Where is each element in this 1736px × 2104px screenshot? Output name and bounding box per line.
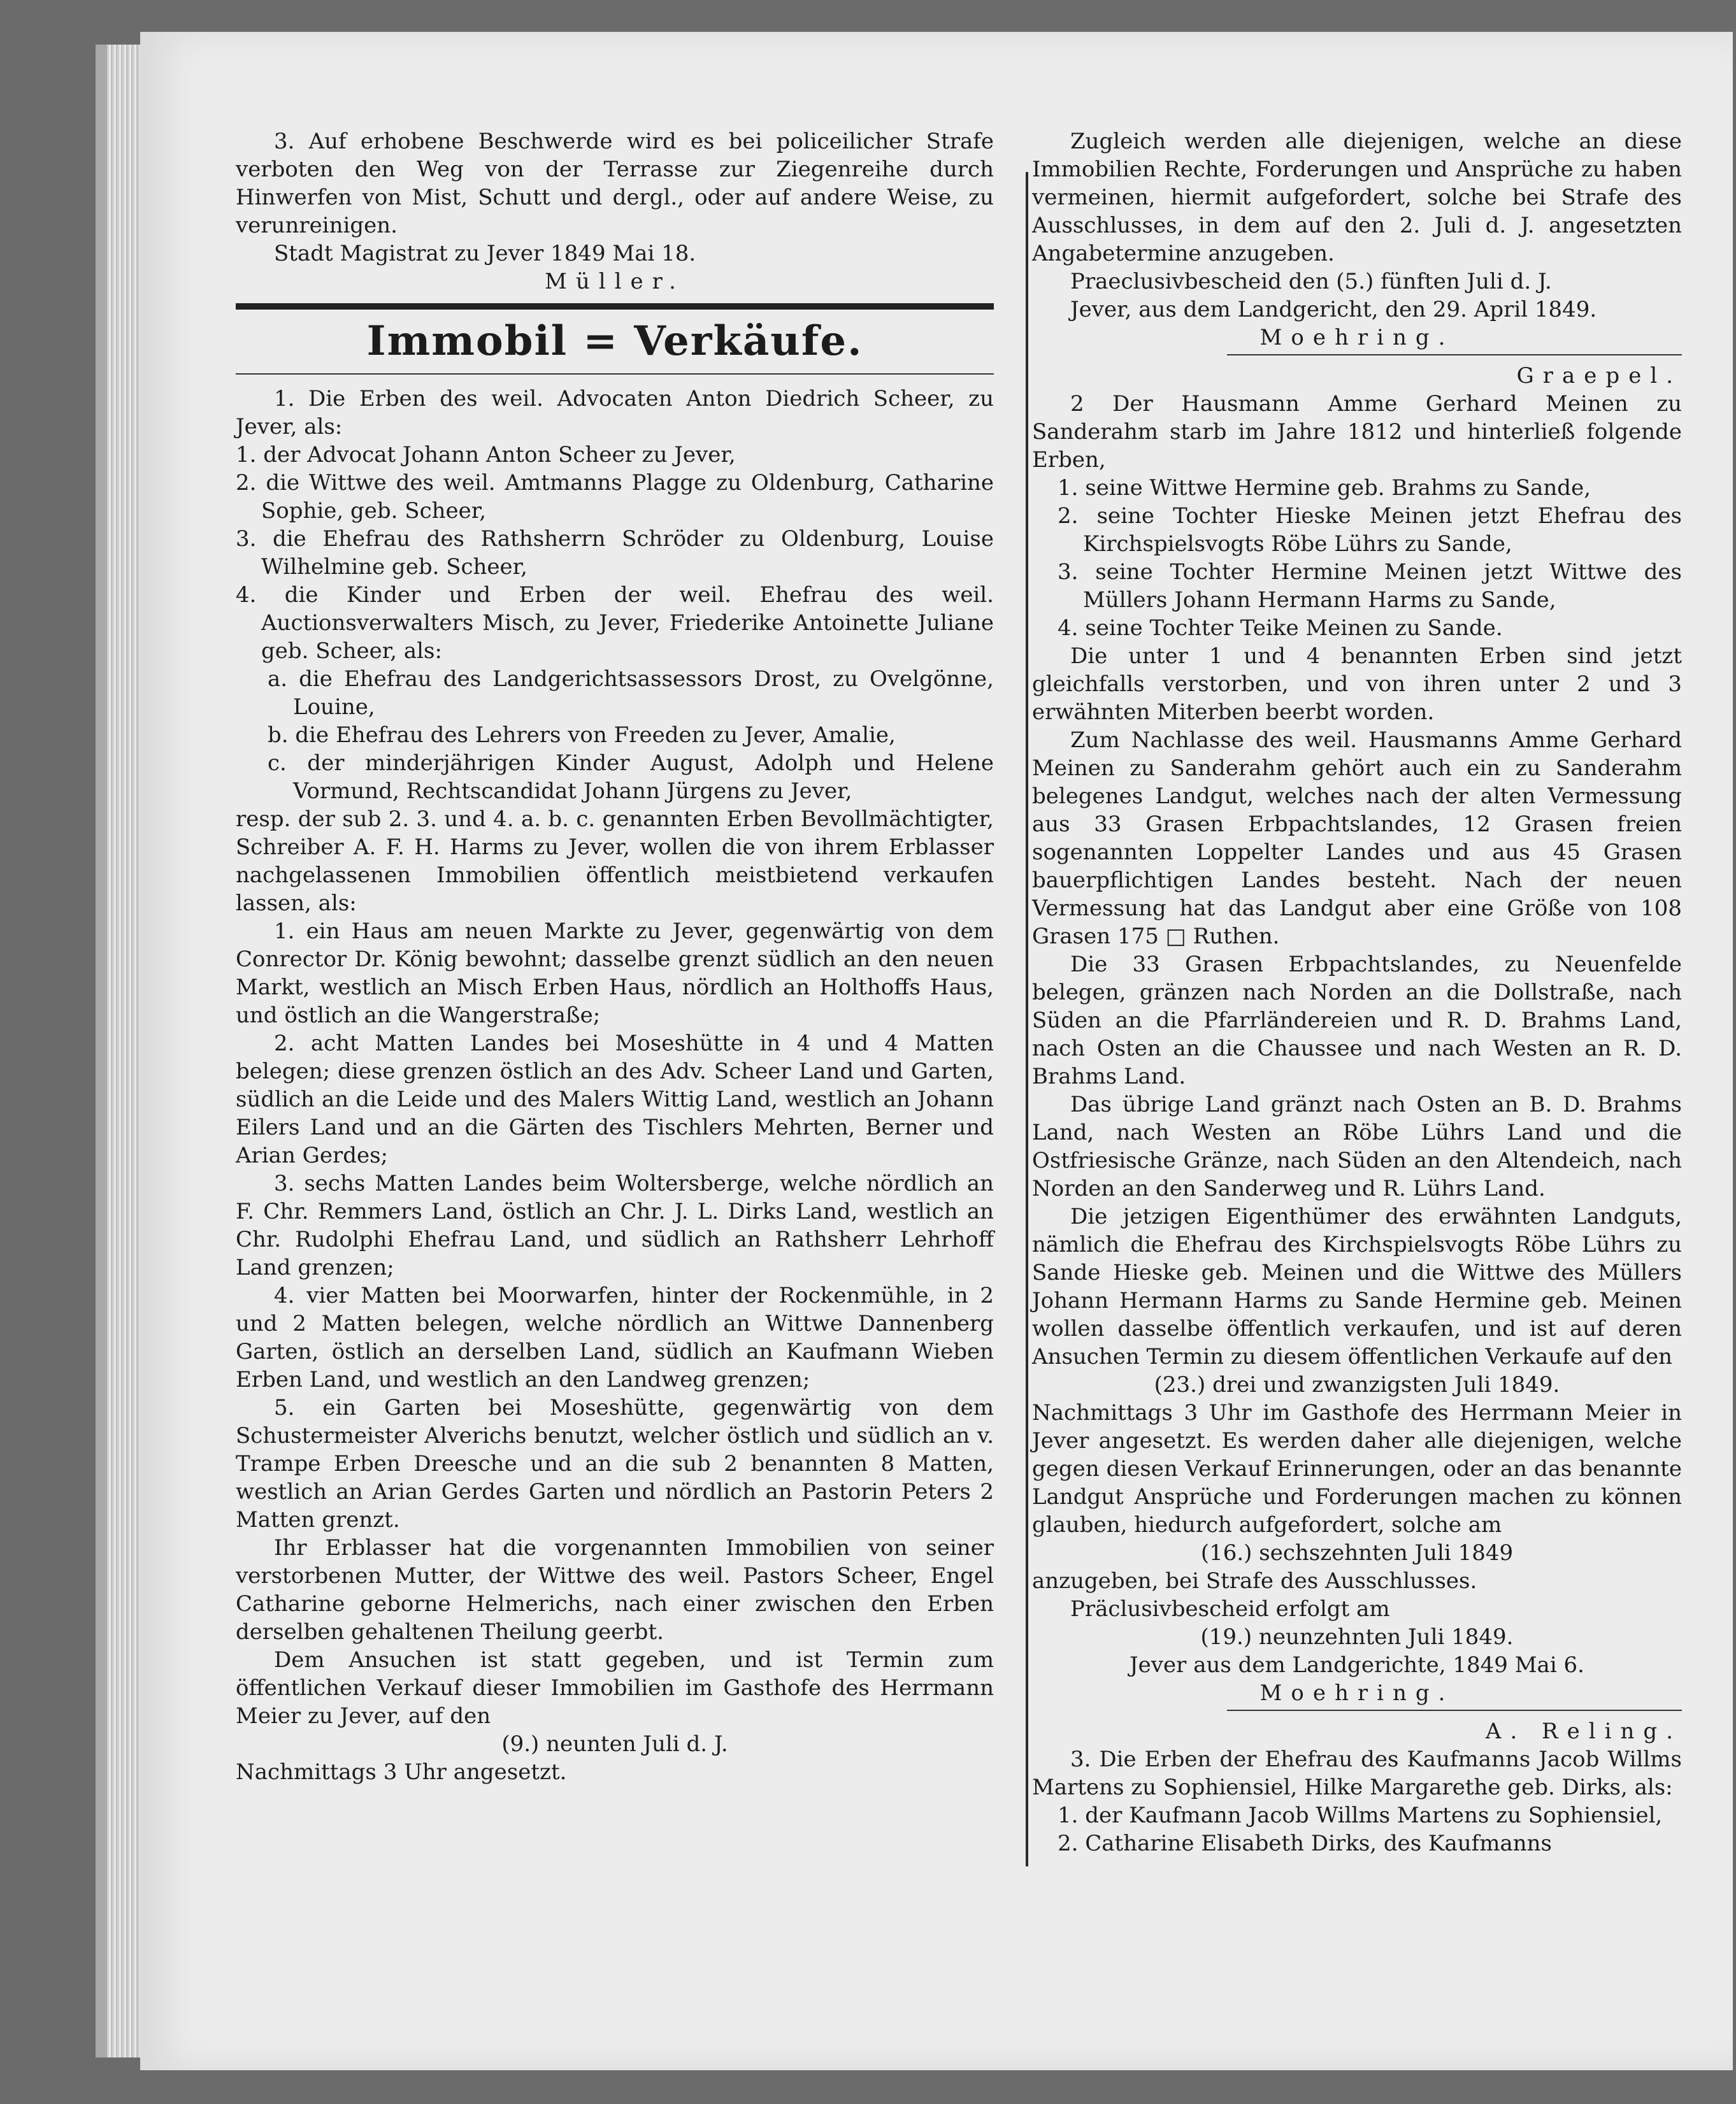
heading-rule	[236, 373, 994, 375]
property-3: 3. sechs Matten Landes beim Woltersberge, welche nördlich an F. Chr. Remmers Land, östlich an Chr. J. L. Dirks Land, westlich an Chr. Rudolphi Ehefrau Land, und südlich an Rathsherr Lehrhoff Land grenzen;	[236, 1171, 994, 1280]
subheir-b: b. die Ehefrau des Lehrers von Freeden zu Jever, Amalie,	[268, 722, 896, 748]
notice-3-text: 3. Auf erhobene Beschwerde wird es bei policeilicher Strafe verboten den Weg von der Terrasse zur Ziegenreihe durch Hinwerfen von Mist, Schutt und dergl., oder auf andere Weise, zu verunreinigen.	[236, 129, 994, 238]
signature-rule-2	[1227, 1710, 1682, 1711]
property-4: 4. vier Matten bei Moorwarfen, hinter der Rockenmühle, in 2 und 2 Matten belegen, welche nördlich an Wittwe Dannenberg Garten, östlich an derselben Land, südlich an Kaufmann Wieben Erben Land, und westlich an den Landweg grenzen;	[236, 1283, 994, 1392]
sale-date-2: (23.) drei und zwanzigsten Juli 1849.	[1154, 1372, 1560, 1398]
property-5: 5. ein Garten bei Moseshütte, gegenwärtig von dem Schustermeister Alverichs benutzt, welcher östlich und südlich an v. Trampe Erben Dreesche und an die sub 2 benannten 8 Matten, westlich an Arian Gerdes Garten und nördlich an Pastorin Peters 2 Matten grenzt.	[236, 1395, 994, 1533]
signature-rule-1	[1227, 354, 1682, 355]
subheir-a: a. die Ehefrau des Landgerichtsassessors Drost, zu Ovelgönne, Louine,	[268, 666, 994, 720]
subheir-c: c. der minderjährigen Kinder August, Adolph und Helene Vormund, Rechtscandidat Johann Jürgens zu Jever,	[268, 750, 994, 804]
place-date-2: Jever aus dem Landgerichte, 1849 Mai 6.	[1130, 1652, 1584, 1678]
notice-3-place-date: Stadt Magistrat zu Jever 1849 Mai 18.	[274, 241, 696, 266]
heir2-4: 4. seine Tochter Teike Meinen zu Sande.	[1058, 615, 1503, 641]
signature-moehring-1: Moehring.	[1259, 325, 1454, 350]
signature-reling: A. Reling.	[1485, 1719, 1682, 1744]
property-2: 2. acht Matten Landes bei Moseshütte in 4 und 4 Matten belegen; diese grenzen östlich an des Adv. Scheer Land und Garten, südlich an die Leide und des Malers Wittig Land, westlich an Johann Eilers Land und an die Gärten des Tischlers Mehrten, Berner und Arian Gerdes;	[236, 1031, 994, 1168]
para-nachlass: Zum Nachlasse des weil. Hausmanns Amme Gerhard Meinen zu Sanderahm gehört auch ein zu Sanderahm belegenes Landgut, welches nach der alten Vermessung aus 33 Grasen Erbpachtslandes, 12 Grasen freien sogenannten Loppelter Landes und aus 45 Grasen bauerpflichtigen Landes besteht. Nach der neuen Vermessung hat das Landgut aber eine Größe von 108 Grasen 175 □ Ruthen.	[1032, 727, 1682, 949]
resp-paragraph: resp. der sub 2. 3. und 4. a. b. c. genannten Erben Bevollmächtigter, Schreiber A. F. H. Harms zu Jever, wollen die von ihrem Erblasser nachgelassenen Immobilien öffentlich meistbietend verkaufen lassen, als:	[236, 806, 994, 916]
item-1-intro: 1. Die Erben des weil. Advocaten Anton Diedrich Scheer, zu Jever, als:	[236, 386, 994, 440]
notice-3-signature: Müller.	[545, 269, 685, 294]
praeclusiv-line: Praeclusivbescheid den (5.) fünften Juli d. J.	[1070, 269, 1552, 294]
section-rule	[236, 303, 994, 310]
section-heading: Immobil = Verkäufe.	[366, 317, 863, 365]
claim-date: (16.) sechszehnten Juli 1849	[1200, 1540, 1514, 1566]
praeclusiv-2-line: Präclusivbescheid erfolgt am	[1070, 1596, 1390, 1622]
heir2-1: 1. seine Wittwe Hermine geb. Brahms zu Sande,	[1058, 475, 1591, 501]
termin-paragraph: Dem Ansuchen ist statt gegeben, und ist Termin zum öffentlichen Verkauf dieser Immobilien im Gasthofe des Herrmann Meier zu Jever, auf den	[236, 1647, 994, 1729]
sale-date: (9.) neunten Juli d. J.	[501, 1731, 728, 1757]
para-erbpacht: Die 33 Grasen Erbpachtslandes, zu Neuenfelde belegen, gränzen nach Norden an die Dollstraße, nach Süden an die Pfarrländereien und R. D. Brahms Land, nach Osten an die Chaussee und nach Westen an R. D. Brahms Land.	[1032, 952, 1682, 1089]
column-divider	[1026, 172, 1028, 1866]
heir-4: 4. die Kinder und Erben der weil. Ehefrau des weil. Auctionsverwalters Misch, zu Jever, Friederike Antoinette Juliane geb. Scheer, als:	[236, 582, 994, 664]
heir2-2: 2. seine Tochter Hieske Meinen jetzt Ehefrau des Kirchspielsvogts Röbe Lührs zu Sande,	[1058, 503, 1682, 557]
praeclusiv-date: (19.) neunzehnten Juli 1849.	[1200, 1624, 1514, 1650]
para-eigenthuemer: Die jetzigen Eigenthümer des erwähnten Landguts, nämlich die Ehefrau des Kirchspielsvogts Röbe Lührs zu Sande Hieske geb. Meinen und die Wittwe des Müllers Johann Hermann Harms zu Sande Hermine geb. Meinen wollen dasselbe öffentlich verkaufen, und ist auf deren Ansuchen Termin zu diesem öffentlichen Verkaufe auf den	[1032, 1204, 1682, 1370]
para-deceased: Die unter 1 und 4 benannten Erben sind jetzt gleichfalls verstorben, und von ihren unter 2 und 3 erwähnten Miterben beerbt worden.	[1032, 643, 1682, 725]
signature-moehring-2: Moehring.	[1259, 1680, 1454, 1706]
property-1: 1. ein Haus am neuen Markte zu Jever, gegenwärtig von dem Conrector Dr. König bewohnt; dasselbe grenzt südlich an den neuen Markt, westlich an Misch Erben Haus, nördlich an Holthoffs Haus, und östlich an die Wangerstraße;	[236, 919, 994, 1028]
angeben-line: anzugeben, bei Strafe des Ausschlusses.	[1032, 1568, 1477, 1594]
heir-1: 1. der Advocat Johann Anton Scheer zu Jever,	[236, 442, 736, 468]
place-date-1: Jever, aus dem Landgericht, den 29. April 1849.	[1070, 297, 1597, 322]
heir-2: 2. die Wittwe des weil. Amtmanns Plagge zu Oldenburg, Catharine Sophie, geb. Scheer,	[236, 470, 994, 524]
nachmittags-paragraph: Nachmittags 3 Uhr im Gasthofe des Herrmann Meier in Jever angesetzt. Es werden daher alle diejenigen, welche gegen diesen Verkauf Erinnerungen, oder an das benannte Landgut Ansprüche und Forderungen machen zu können glauben, hiedurch aufgefordert, solche am	[1032, 1400, 1682, 1538]
signature-graepel: Graepel.	[1516, 363, 1682, 389]
item-2-intro: 2 Der Hausmann Amme Gerhard Meinen zu Sanderahm starb im Jahre 1812 und hinterließ folgende Erben,	[1032, 391, 1682, 473]
sale-time: Nachmittags 3 Uhr angesetzt.	[236, 1759, 567, 1785]
erblasser-paragraph: Ihr Erblasser hat die vorgenannten Immobilien von seiner verstorbenen Mutter, der Wittwe des weil. Pastors Scheer, Engel Catharine geborne Helmerichs, nach einer zwischen den Erben derselben gehaltenen Theilung geerbt.	[236, 1535, 994, 1645]
zugleich-paragraph: Zugleich werden alle diejenigen, welche an diese Immobilien Rechte, Forderungen und Ansprüche zu haben vermeinen, hiermit aufgefordert, solche bei Strafe des Ausschlusses, in dem auf den 2. Juli d. J. angesetzten Angabetermine anzugeben.	[1032, 129, 1682, 266]
item-3-intro: 3. Die Erben der Ehefrau des Kaufmanns Jacob Willms Martens zu Sophiensiel, Hilke Margarethe geb. Dirks, als:	[1032, 1747, 1682, 1800]
heir-3: 3. die Ehefrau des Rathsherrn Schröder zu Oldenburg, Louise Wilhelmine geb. Scheer,	[236, 526, 994, 580]
heir3-2: 2. Catharine Elisabeth Dirks, des Kaufmanns	[1058, 1831, 1552, 1856]
para-uebriges-land: Das übrige Land gränzt nach Osten an B. D. Brahms Land, nach Westen an Röbe Lührs Land und die Ostfriesische Gränze, nach Süden an den Altendeich, nach Norden an den Sanderweg und R. Lührs Land.	[1032, 1092, 1682, 1201]
heir3-1: 1. der Kaufmann Jacob Willms Martens zu Sophiensiel,	[1058, 1803, 1663, 1828]
heir2-3: 3. seine Tochter Hermine Meinen jetzt Wittwe des Müllers Johann Hermann Harms zu Sande,	[1058, 559, 1682, 613]
right-column	[1032, 127, 1682, 1857]
left-column	[236, 127, 994, 1786]
